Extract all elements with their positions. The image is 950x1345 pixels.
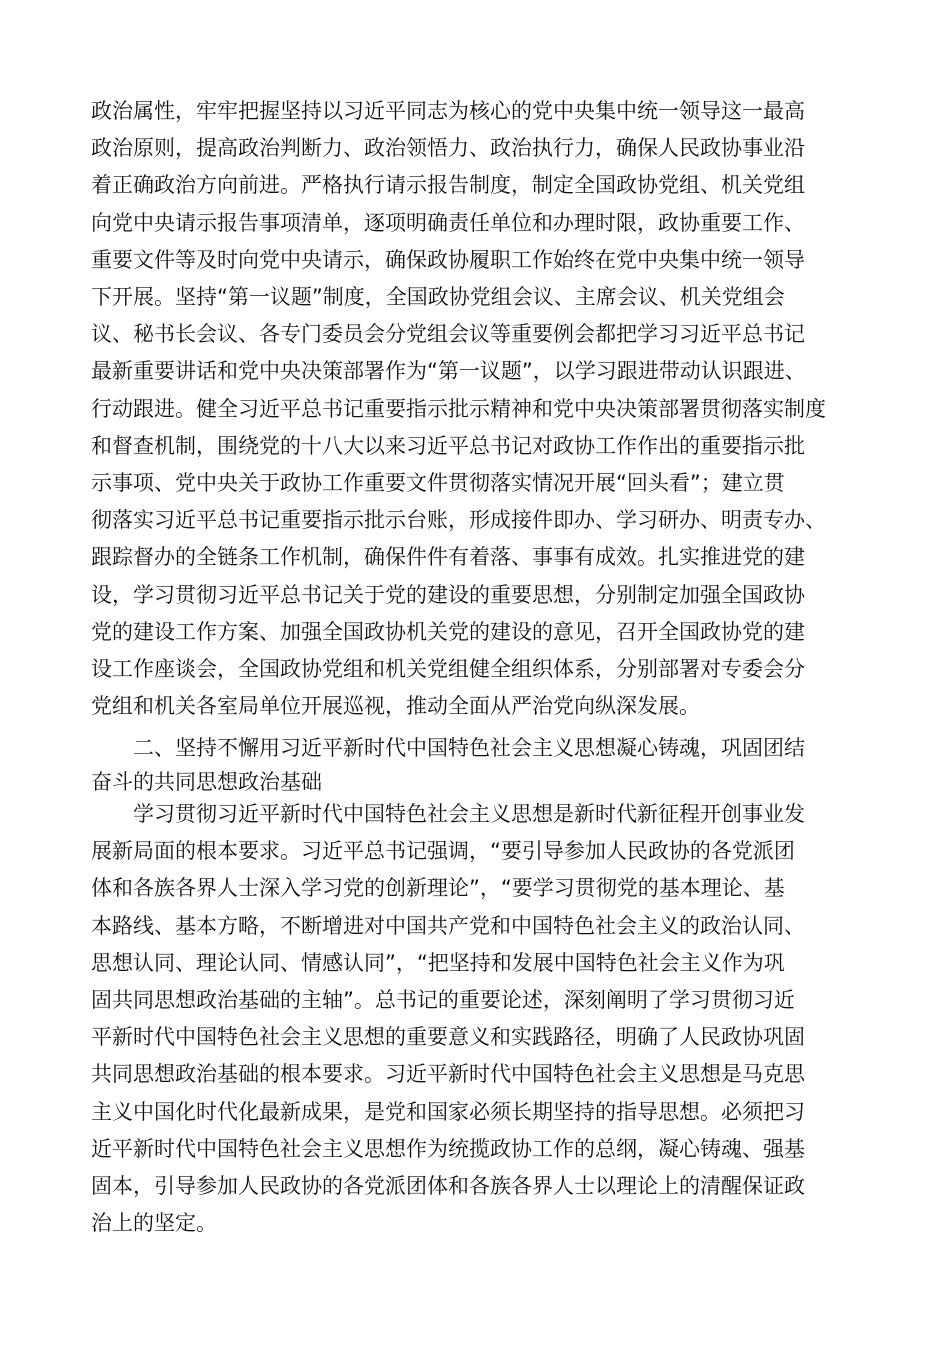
section-heading-2 bbox=[91, 732, 861, 799]
text-line: 政治原则，提高政治判断力、政治领悟力、政治执行力，确保人民政协事业沿 bbox=[91, 136, 805, 161]
text-line: 重要文件等及时向党中央请示，确保政协履职工作始终在党中央集中统一领导 bbox=[91, 247, 805, 272]
text-line: 近平新时代中国特色社会主义思想作为统揽政协工作的总纲，凝心铸魂、强基 bbox=[91, 1136, 805, 1161]
heading-line: 二、坚持不懈用习近平新时代中国特色社会主义思想凝心铸魂，巩固团结 bbox=[133, 736, 805, 760]
text-line: 跟踪督办的全链条工作机制，确保件件有着落、事事有成效。扎实推进党的建 bbox=[91, 545, 805, 570]
text-line: 设工作座谈会，全国政协党组和机关党组健全组织体系，分别部署对专委会分 bbox=[91, 657, 805, 682]
text-line: 共同思想政治基础的根本要求。习近平新时代中国特色社会主义思想是马克思 bbox=[91, 1062, 805, 1087]
text-line: 和督查机制，围绕党的十八大以来习近平总书记对政协工作作出的重要指示批 bbox=[91, 433, 805, 458]
text-line: 主义中国化时代化最新成果，是党和国家必须长期坚持的指导思想。必须把习 bbox=[91, 1099, 805, 1124]
text-line: 体和各族各界人士深入学习党的创新理论”，“要学习贯彻党的基本理论、基 bbox=[91, 876, 785, 901]
text-line: 思想认同、理论认同、情感认同”，“把坚持和发展中国特色社会主义作为巩 bbox=[91, 950, 785, 975]
text-line: 学习贯彻习近平新时代中国特色社会主义思想是新时代新征程开创事业发 bbox=[133, 802, 805, 826]
text-line: 党组和机关各室局单位开展巡视，推动全面从严治党向纵深发展。 bbox=[91, 694, 700, 719]
text-line: 最新重要讲话和党中央决策部署作为“第一议题”，以学习跟进带动认识跟进、 bbox=[91, 359, 806, 384]
text-line: 向党中央请示报告事项清单，逐项明确责任单位和办理时限，政协重要工作、 bbox=[91, 210, 805, 235]
heading-line: 奋斗的共同思想政治基础 bbox=[91, 769, 322, 794]
text-line: 党的建设工作方案、加强全国政协机关党的建设的意见，召开全国政协党的建 bbox=[91, 619, 805, 644]
body-paragraph-2 bbox=[91, 796, 861, 1242]
text-line: 彻落实习近平总书记重要指示批示台账，形成接件即办、学习研办、明责专办、 bbox=[91, 508, 826, 533]
text-line: 平新时代中国特色社会主义思想的重要意义和实践路径，明确了人民政协巩固 bbox=[91, 1025, 805, 1050]
text-line: 治上的坚定。 bbox=[91, 1211, 217, 1236]
body-paragraph-1 bbox=[91, 93, 861, 725]
text-line: 下开展。坚持“第一议题”制度，全国政协党组会议、主席会议、机关党组会 bbox=[91, 285, 785, 310]
text-line: 议、秘书长会议、各专门委员会分党组会议等重要例会都把学习习近平总书记 bbox=[91, 322, 805, 347]
text-line: 固本，引导参加人民政协的各党派团体和各族各界人士以理论上的清醒保证政 bbox=[91, 1174, 805, 1199]
text-line: 设，学习贯彻习近平总书记关于党的建设的重要思想，分别制定加强全国政协 bbox=[91, 582, 805, 607]
text-line: 本路线、基本方略，不断增进对中国共产党和中国特色社会主义的政治认同、 bbox=[91, 913, 805, 938]
text-line: 展新局面的根本要求。习近平总书记强调，“要引导参加人民政协的各党派团 bbox=[91, 839, 795, 864]
text-line: 行动跟进。健全习近平总书记重要指示批示精神和党中央决策部署贯彻落实制度 bbox=[91, 396, 826, 421]
text-line: 政治属性，牢牢把握坚持以习近平同志为核心的党中央集中统一领导这一最高 bbox=[91, 99, 805, 123]
text-line: 示事项、党中央关于政协工作重要文件贯彻落实情况开展“回头看”；建立贯 bbox=[91, 471, 785, 496]
text-line: 固共同思想政治基础的主轴”。总书记的重要论述，深刻阐明了学习贯彻习近 bbox=[91, 988, 795, 1013]
text-line: 着正确政治方向前进。严格执行请示报告制度，制定全国政协党组、机关党组 bbox=[91, 173, 805, 198]
